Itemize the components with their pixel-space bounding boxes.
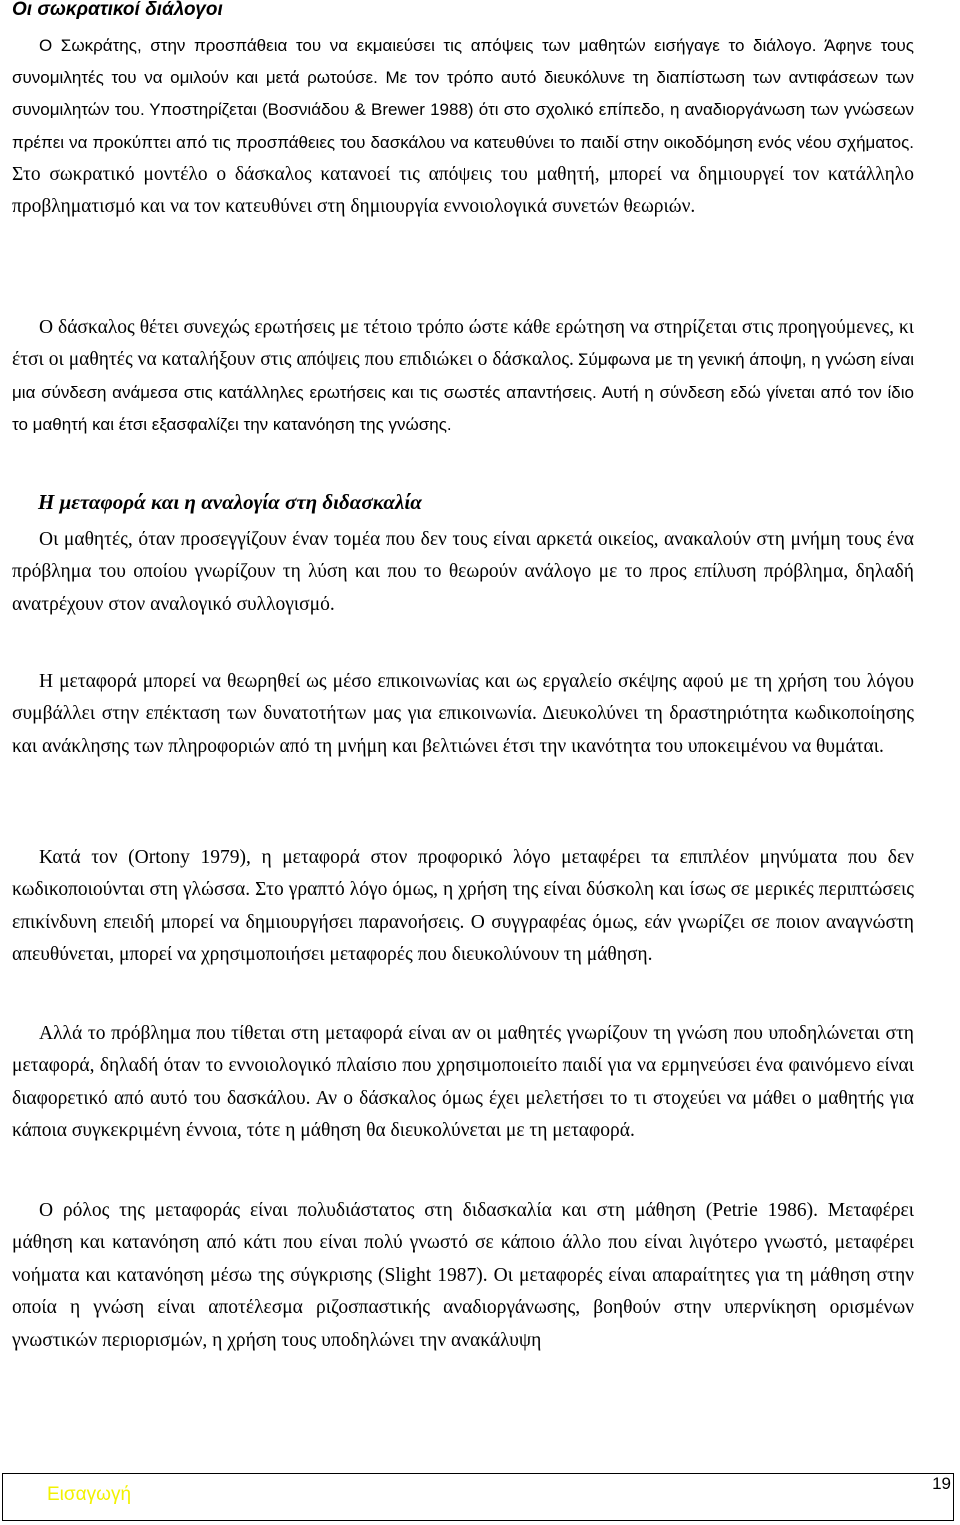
section2-paragraph-4 bbox=[12, 1018, 914, 1148]
section-heading-metaphor-analogy: Η μεταφορά και η αναλογία στη διδασκαλία bbox=[38, 490, 422, 514]
section-heading-socratic-dialogues: Οι σωκρατικοί διάλογοι bbox=[12, 0, 223, 20]
sentence: Ο δάσκαλος θέτει συνεχώς ερωτήσεις με τέτοιο τρόπο ώστε κάθε ερώτηση να στηρίζεται στις προηγούμενες, κι έτσι οι μαθητές να καταλήξουν στις απόψεις που επιδιώκει ο δάσκαλος. bbox=[12, 317, 914, 371]
paragraph bbox=[12, 312, 914, 441]
paragraph: Ο ρόλος της μεταφοράς είναι πολυδιάστατος στη διδασκαλία και στη μάθηση (Petrie 1986). Μεταφέρει μάθηση και κατανόηση από κάτι που είναι πολύ γνωστό σε κάποιο άλλο που είναι λιγότερο γνωστό, μεταφέρει νοήματα και κατανόηση μέσω της σύγκρισης (Slight 1987). Οι μεταφορές είναι απαραίτητες για τη μάθηση στην οποία η γνώση είναι αποτέλεσμα ριζοσπαστικής αναδιοργάνωσης, βοηθούν στην υπερνίκηση ορισμένων γνωστικών περιορισμών, η χρήση τους υποδηλώνει την ανακάλυψη bbox=[12, 1200, 914, 1351]
section2-paragraph-5 bbox=[12, 1195, 914, 1357]
footer bbox=[2, 1473, 954, 1521]
sentence: Υποστηρίζεται (Βοσνιάδου & Brewer 1988) ότι στο σχολικό επίπεδο, η αναδιοργάνωση των γνώσεων πρέπει να προκύπτει από τις προσπάθειες του δασκάλου να κατευθύνει το παιδί στην οικοδόμηση ενός νέου σχήματος. bbox=[12, 100, 914, 152]
sentence: Σύμφωνα με τη γενική άποψη, η γνώση είναι μια σύνδεση ανάμεσα στις κατάλληλες ερωτήσεις και τις σωστές απαντήσεις. bbox=[12, 350, 914, 402]
paragraph: Αλλά το πρόβλημα που τίθεται στη μεταφορά είναι αν οι μαθητές γνωρίζουν τη γνώση που υποδηλώνεται στη μεταφορά, δηλαδή όταν το εννοιολογικό πλαίσιο που χρησιμοποιείτο παιδί για να ερμηνεύσει ένα φαινόμενο είναι διαφορετικό από αυτό του δασκάλου. Αν ο δάσκαλος όμως έχει μελετήσει το τι στοχεύει να μάθει ο μαθητής για κάποια συγκεκριμένη έννοια, τότε η μάθηση θα διευκολύνεται με τη μεταφορά. bbox=[12, 1023, 914, 1142]
paragraph: Οι μαθητές, όταν προσεγγίζουν έναν τομέα που δεν τους είναι αρκετά οικείος, ανακαλούν στη μνήμη τους ένα πρόβλημα του οποίου γνωρίζουν τη λύση και που το θεωρούν ανάλογο με το προς επίλυση πρόβλημα, δηλαδή ανατρέχουν στον αναλογικό συλλογισμό. bbox=[12, 529, 914, 615]
sentence: Ο Σωκράτης, στην προσπάθεια του να εκμαιεύσει τις απόψεις των μαθητών εισήγαγε το διάλογο. Άφηνε τους συνομιλητές του να ομιλούν και μετά ρωτούσε. Με τον τρόπο αυτό διευκόλυνε τη διαπίστωση των αντιφάσεων των συνομιλητών του. bbox=[12, 36, 914, 120]
sentence: Αυτή η σύνδεση εδώ γίνεται από τον ίδιο το μαθητή και έτσι εξασφαλίζει την κατανόηση της γνώσης. bbox=[12, 382, 914, 435]
section2-paragraph-1 bbox=[12, 524, 914, 621]
section1-body-2 bbox=[12, 312, 914, 441]
paragraph: Κατά τον (Ortony 1979), η μεταφορά στον προφορικό λόγο μεταφέρει τα επιπλέον μηνύματα που δεν κωδικοποιούνται στη γλώσσα. Στο γραπτό λόγο όμως, η χρήση της είναι δύσκολη και ίσως σε μερικές περιπτώσεις επικίνδυνη επειδή μπορεί να δημιουργήσει παρανοήσεις. Ο συγγραφέας όμως, εάν γνωρίζει σε ποιον αναγνώστη απευθύνεται, μπορεί να χρησιμοποιήσει μεταφορές που διευκολύνουν τη μάθηση. bbox=[12, 847, 914, 966]
paragraph bbox=[12, 30, 914, 224]
sentence: Στο σωκρατικό μοντέλο ο δάσκαλος κατανοεί τις απόψεις του μαθητή, μπορεί να δημιουργεί τον κατάλληλο προβληματισμό και να τον κατευθύνει στη δημιουργία εννοιολογικά συνετών θεωριών. bbox=[12, 163, 914, 218]
paragraph: Η μεταφορά μπορεί να θεωρηθεί ως μέσο επικοινωνίας και ως εργαλείο σκέψης αφού με τη χρήση του λόγου συμβάλλει στην επέκταση των δυνατοτήτων μας για επικοινωνία. Διευκολύνει τη δραστηριότητα κωδικοποίησης και ανάκλησης των πληροφοριών από τη μνήμη και βελτιώνει έτσι την ικανότητα του υποκειμένου να θυμάται. bbox=[12, 671, 914, 757]
section2-paragraph-2 bbox=[12, 666, 914, 763]
section1-body bbox=[12, 30, 914, 224]
page-number: 19 bbox=[932, 1474, 951, 1493]
footer-section-label: Εισαγωγή bbox=[47, 1484, 132, 1505]
section2-paragraph-3 bbox=[12, 842, 914, 972]
